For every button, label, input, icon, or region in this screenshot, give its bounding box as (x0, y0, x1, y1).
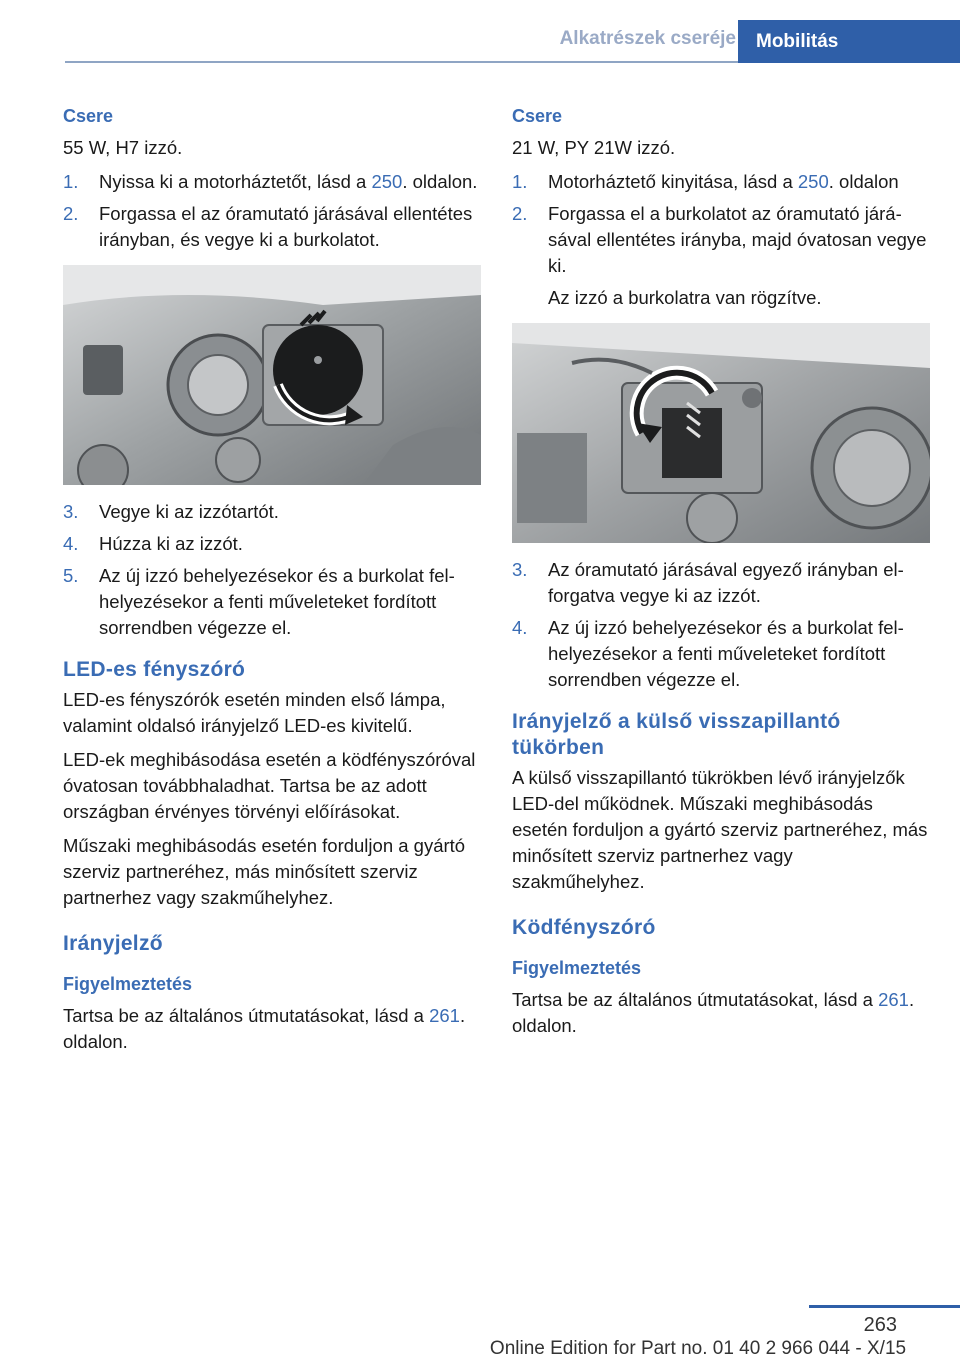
right-csere-intro: 21 W, PY 21W izzó. (512, 137, 676, 158)
step-number: 3. (512, 559, 528, 580)
step-number: 5. (63, 565, 79, 586)
warning-text-post: . oldalon. (63, 1005, 466, 1052)
page-link-250[interactable]: 250 (371, 171, 403, 192)
left-steps-a (63, 169, 481, 253)
led-paragraph-2: LED-ek meghibásodása esetén a ködfényszóróval óvatosan továbbhaladhat. Tartsa be az adott országban érvényes törvényi előírásokat. (63, 749, 476, 822)
left-steps-b (63, 499, 481, 641)
step-text-pre: Motorháztető kinyitása, lásd a (548, 171, 798, 192)
step-text: Az új izzó behelyezésekor és a burkolat felhelyezésekor a fenti műveleteket fordított sorrendben végezze el. (548, 617, 904, 690)
step-text-post: . oldalon (828, 171, 899, 192)
right-steps-b (512, 557, 930, 693)
step-text: Az új izzó behelyezésekor és a burkolat felhelyezésekor a fenti műveleteket fordított sorrendben végezze el. (99, 565, 455, 638)
step-text-pre: Nyissa ki a motorháztetőt, lásd a (99, 171, 372, 192)
turn-signal-heading: Irányjelző (63, 932, 163, 955)
right-warning-text (512, 987, 930, 1039)
header-chapter-tab (738, 20, 960, 63)
step-text (548, 169, 930, 195)
step-number: 1. (512, 171, 528, 192)
step-number: 2. (512, 203, 528, 224)
step-text: Az óramutató járásával egyező irányban elforgatva vegye ki az izzót. (548, 559, 904, 606)
page-link-261[interactable]: 261 (429, 1005, 460, 1026)
header-section-title: Alkatrészek cseréje (559, 28, 736, 49)
left-step-2 (63, 201, 481, 253)
led-headlight-heading: LED-es fényszóró (63, 658, 246, 681)
left-warning-heading: Figyelmeztetés (63, 974, 193, 994)
left-warning-text (63, 1003, 481, 1055)
page-link-261[interactable]: 261 (878, 989, 909, 1010)
right-step-2 (512, 201, 930, 279)
page-number: 263 (863, 1314, 897, 1336)
warning-text-pre: Tartsa be az általános útmutatásokat, lásd a (512, 989, 879, 1010)
left-step-5 (63, 563, 481, 641)
right-step-4 (512, 615, 930, 693)
right-step-1 (512, 169, 930, 195)
warning-text-post: . oldalon. (512, 989, 915, 1036)
edition-footer: Online Edition for Part no. 01 40 2 966 044 - X/15 (489, 1338, 907, 1359)
step-text: Forgassa el az óramutató járásával ellentétes irányban, és vegye ki a burkolatot. (99, 203, 473, 250)
headlight-cover-photo (63, 265, 481, 485)
page-link-250[interactable]: 250 (797, 171, 829, 192)
right-step-2-note: Az izzó a burkolatra van rögzítve. (548, 287, 822, 308)
footer-rule (809, 1305, 960, 1308)
left-step-3 (63, 499, 481, 525)
led-paragraph-3: Műszaki meghibásodás esetén forduljon a gyártó szerviz partneréhez, más minősített szerviz partnerhez vagy szakműhelyhez. (63, 835, 466, 908)
step-text: Vegye ki az izzótartót. (99, 501, 279, 522)
step-text: Húzza ki az izzót. (99, 533, 243, 554)
right-warning-heading: Figyelmeztetés (512, 958, 642, 978)
fog-light-heading: Ködfényszóró (512, 916, 656, 939)
mirror-paragraph: A külső visszapillantó tükrökben lévő irányjelzők LED-del működnek. Műszaki meghibásodás esetén forduljon a gyártó szerviz partneréhez, más minősített szerviz partnerhez vagy szakműhelyhez. (512, 767, 928, 892)
right-step-3 (512, 557, 930, 609)
step-number: 1. (63, 171, 79, 192)
left-csere-intro: 55 W, H7 izzó. (63, 137, 183, 158)
header-chapter-label: Mobilitás (756, 30, 839, 52)
right-csere-heading: Csere (512, 106, 563, 126)
right-steps-a (512, 169, 930, 279)
mirror-turn-signal-heading: Irányjelző a külső visszapillantó tükörben (512, 710, 841, 759)
left-step-4 (63, 531, 481, 557)
left-column (63, 103, 481, 1063)
turn-signal-cover-photo (512, 323, 930, 543)
step-number: 2. (63, 203, 79, 224)
led-paragraph-1: LED-es fényszórók esetén minden első lámpa, valamint oldalsó irányjelző LED-es kivitelű. (63, 689, 446, 736)
step-text (99, 169, 481, 195)
step-number: 4. (512, 617, 528, 638)
step-text: Forgassa el a burkolatot az óramutató járásával ellentétes irányba, majd óvatosan vegye ki. (548, 203, 927, 276)
left-csere-heading: Csere (63, 106, 114, 126)
step-text-post: . oldalon. (402, 171, 478, 192)
step-number: 4. (63, 533, 79, 554)
warning-text-pre: Tartsa be az általános útmutatásokat, lásd a (63, 1005, 430, 1026)
step-number: 3. (63, 501, 79, 522)
right-column (512, 103, 930, 1047)
left-step-1 (63, 169, 481, 195)
